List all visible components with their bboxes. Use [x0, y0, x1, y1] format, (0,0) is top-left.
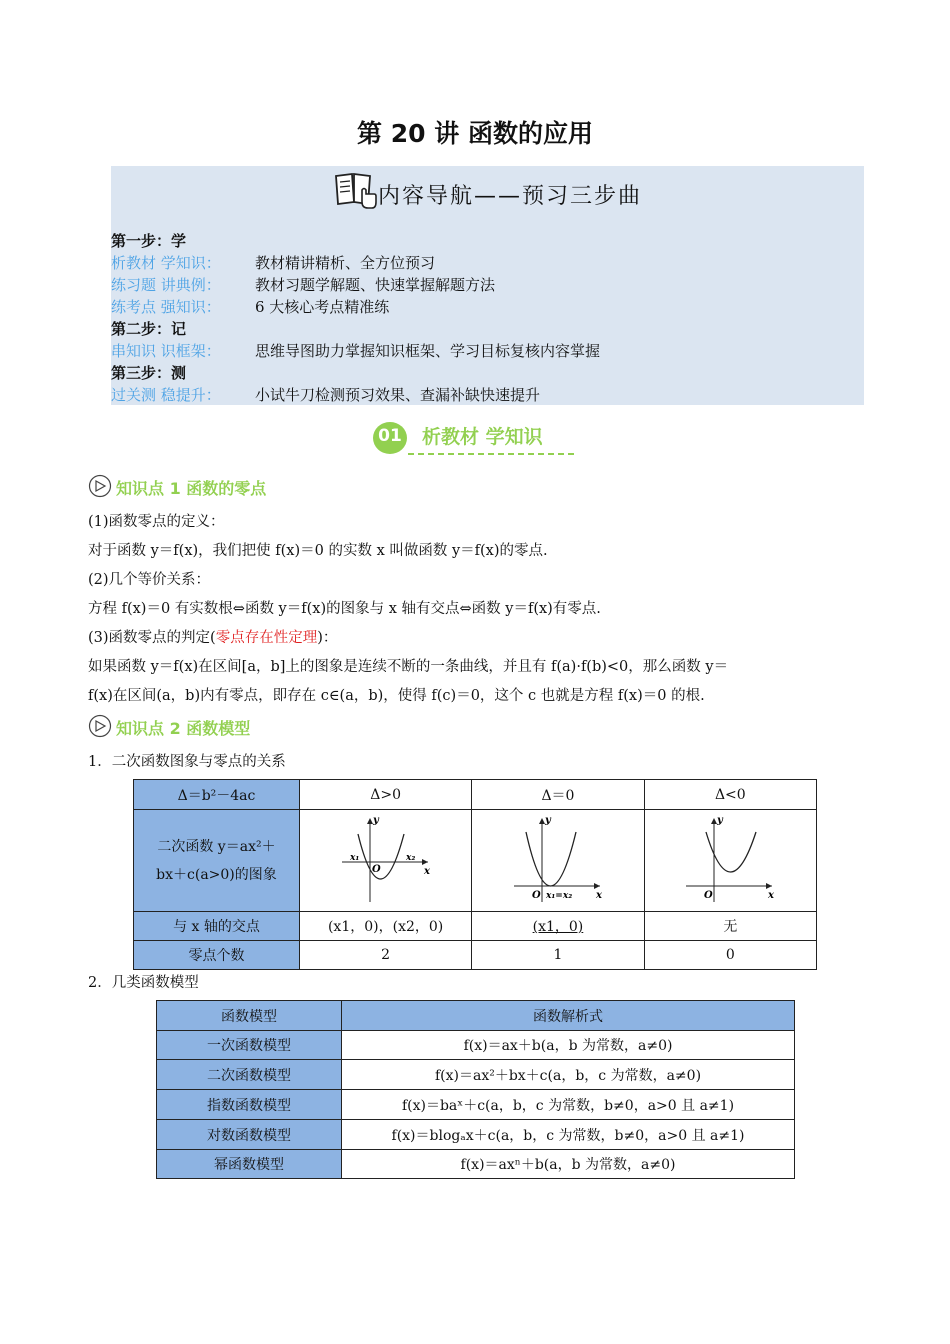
kp1-para: f(x)在区间(a，b)内有零点，即存在 c∈(a，b)，使得 f(c)＝0，这个 c 也就是方程 f(x)＝0 的根. — [88, 688, 705, 704]
graph-cell — [644, 810, 816, 912]
nav-row — [111, 252, 435, 274]
table2-model: 二次函数模型 — [157, 1060, 342, 1090]
table1-cell: (x1，0)，(x2，0) — [299, 912, 471, 941]
graph-x-label: x — [595, 889, 602, 901]
graph-x-label: x — [768, 889, 775, 901]
table2-model: 幂函数模型 — [157, 1150, 342, 1179]
nav-row-tag: 析教材 学知识： — [111, 254, 221, 272]
graph-y-label: y — [372, 814, 379, 826]
kp1-p5a: (3)函数零点的判定( — [88, 630, 216, 646]
table2-formula: f(x)＝blogₐx＋c(a，b，c 为常数，b≠0，a>0 且 a≠1) — [342, 1120, 795, 1150]
kp1-para — [88, 628, 337, 648]
graph-y-label: y — [544, 814, 551, 826]
graph-origin-label: O — [371, 863, 381, 875]
kp1-title: 知识点 1 函数的零点 — [116, 479, 267, 498]
kp1-para: 方程 f(x)＝0 有实数根⇔函数 y＝f(x)的图象与 x 轴有交点⇔函数 y＝f(x)有零点. — [88, 601, 601, 617]
kp2-sub1: 1．二次函数图象与零点的关系 — [88, 754, 286, 770]
table2-formula: f(x)＝baˣ＋c(a，b，c 为常数，b≠0，a>0 且 a≠1) — [342, 1090, 795, 1120]
table1-cell: (x1，0) — [472, 912, 644, 941]
theorem-highlight: 零点存在性定理 — [215, 630, 318, 646]
parabola-two-roots-graph — [336, 814, 436, 904]
nav-row-text: 教材习题学解题、快速掌握解题方法 — [255, 276, 496, 294]
table2-model: 一次函数模型 — [157, 1031, 342, 1060]
nav-heading: 内容导航——预习三步曲 — [378, 184, 643, 209]
graph-x1-label: x₁ — [349, 852, 359, 863]
table1-header: Δ<0 — [644, 780, 816, 810]
kp1-para: 对于函数 y＝f(x)，我们把使 f(x)＝0 的实数 x 叫做函数 y＝f(x)的零点. — [88, 543, 548, 559]
table2-formula: f(x)＝ax＋b(a，b 为常数，a≠0) — [342, 1031, 795, 1060]
graph-cell — [472, 810, 644, 912]
nav-row — [111, 340, 600, 362]
graph-x2-label: x₂ — [405, 852, 415, 863]
nav-row-text: 教材精讲精析、全方位预习 — [255, 254, 436, 272]
table2-formula: f(x)＝ax²＋bx＋c(a，b，c 为常数，a≠0) — [342, 1060, 795, 1090]
function-models-table — [156, 1000, 795, 1179]
table1-header: Δ＝b²－4ac — [134, 780, 300, 810]
nav-row — [111, 296, 389, 318]
graph-x1x2-label: x₁=x₂ — [545, 890, 573, 901]
nav-row-tag: 过关测 稳提升： — [111, 386, 221, 404]
table2-formula: f(x)＝axⁿ＋b(a，b 为常数，a≠0) — [342, 1150, 795, 1179]
kp1-para: (2)几个等价关系： — [88, 572, 211, 588]
page-title: 第 20 讲 函数的应用 — [357, 119, 593, 148]
nav-row — [111, 384, 540, 406]
nav-row-text: 小试牛刀检测预习效果、查漏补缺快速提升 — [255, 386, 541, 404]
step2-label: 第二步：记 — [111, 320, 187, 338]
quadratic-table — [133, 779, 817, 970]
nav-row-tag: 练考点 强知识： — [111, 298, 221, 316]
kp1-para: 如果函数 y＝f(x)在区间[a，b]上的图象是连续不断的一条曲线，并且有 f(a)·f(b)<0，那么函数 y＝ — [88, 659, 729, 675]
graph-y-label: y — [717, 814, 724, 826]
parabola-no-root-graph — [680, 814, 780, 904]
table2-model: 对数函数模型 — [157, 1120, 342, 1150]
kp2-sub2: 2．几类函数模型 — [88, 975, 199, 991]
table1-row-label: 与 x 轴的交点 — [134, 912, 300, 941]
book-hand-icon — [332, 168, 378, 212]
arrow-circle-icon — [88, 474, 112, 498]
nav-row-text: 思维导图助力掌握知识框架、学习目标复核内容掌握 — [255, 342, 601, 360]
nav-row-tag: 串知识 识框架： — [111, 342, 221, 360]
step3-label: 第三步：测 — [111, 364, 187, 382]
graph-label-a: 二次函数 y＝ax²＋ — [157, 838, 276, 855]
table2-header: 函数模型 — [157, 1001, 342, 1031]
table2-header: 函数解析式 — [342, 1001, 795, 1031]
table2-model: 指数函数模型 — [157, 1090, 342, 1120]
nav-row-text: 6 大核心考点精准练 — [255, 298, 390, 316]
graph-x-label: x — [423, 865, 430, 877]
parabola-one-root-graph — [508, 814, 608, 904]
graph-label-b: bx＋c(a>0)的图象 — [156, 866, 277, 883]
table1-header: Δ＝0 — [472, 780, 644, 810]
kp1-para: (1)函数零点的定义： — [88, 514, 225, 530]
graph-origin-label: O — [704, 889, 714, 901]
nav-row — [111, 274, 495, 296]
table1-header: Δ>0 — [299, 780, 471, 810]
kp2-title: 知识点 2 函数模型 — [116, 719, 251, 738]
graph-cell — [299, 810, 471, 912]
section-number: 01 — [378, 426, 402, 446]
graph-origin-label: O — [531, 889, 541, 901]
table1-cell: 无 — [644, 912, 816, 941]
table1-row-label — [134, 810, 300, 912]
table1-cell: 0 — [644, 941, 816, 970]
arrow-circle-icon — [88, 714, 112, 738]
table1-cell: 2 — [299, 941, 471, 970]
nav-row-tag: 练习题 讲典例： — [111, 276, 221, 294]
table1-row-label: 零点个数 — [134, 941, 300, 970]
step1-label: 第一步：学 — [111, 232, 187, 250]
kp1-p5c: )： — [317, 630, 338, 646]
table1-cell: 1 — [472, 941, 644, 970]
section-title: 析教材 学知识 — [422, 426, 543, 448]
